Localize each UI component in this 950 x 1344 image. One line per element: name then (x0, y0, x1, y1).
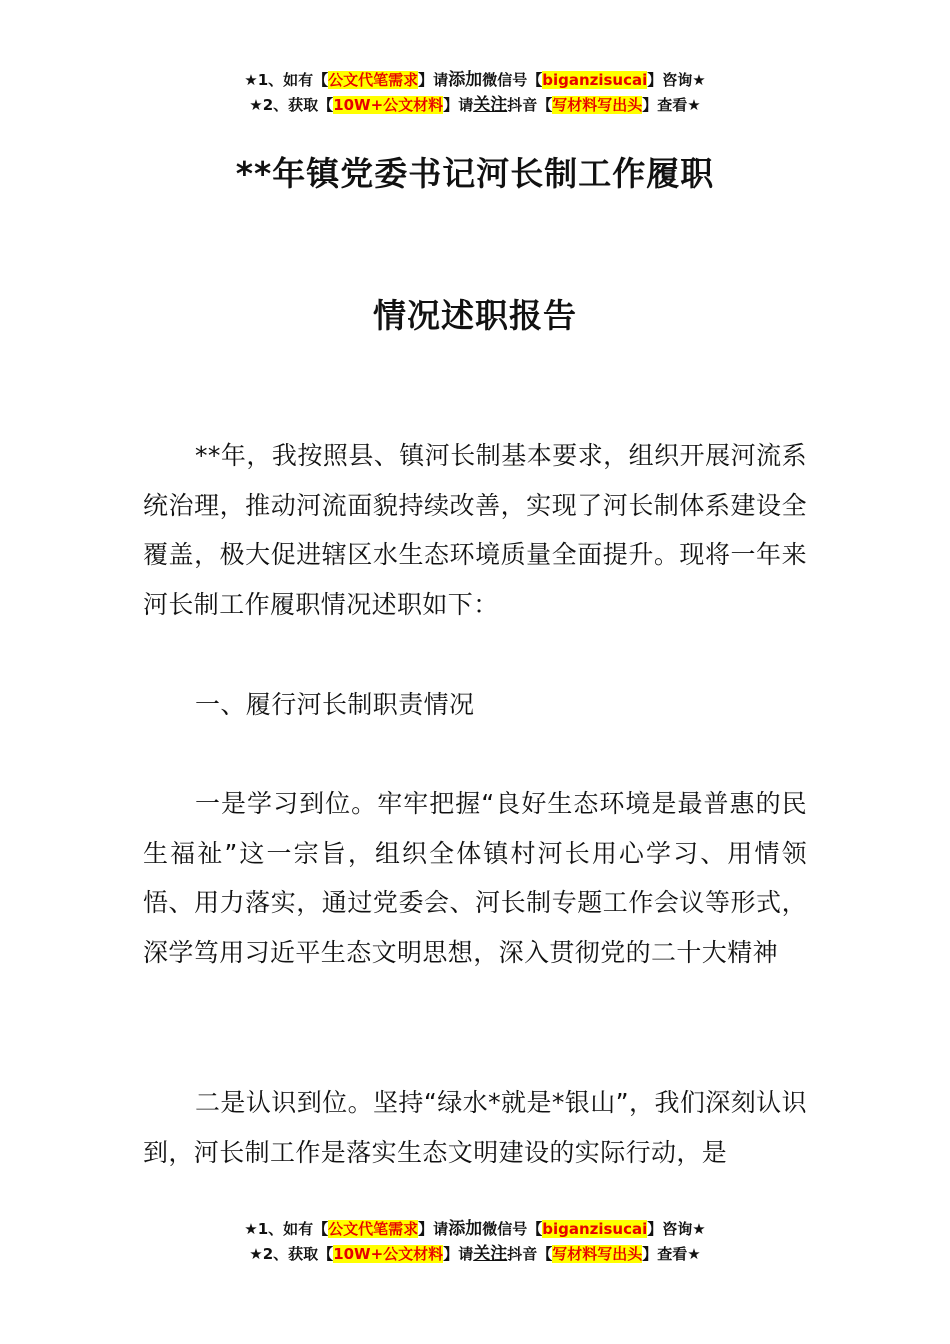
ad-highlight-wechat-id: biganzisucai (542, 1220, 648, 1238)
document-title-line-2: 情况述职报告 (373, 296, 577, 335)
intro-paragraph: **年，我按照县、镇河长制基本要求，组织开展河流系统治理，推动河流面貌持续改善，实现了河长制体系建设全覆盖，极大促进辖区水生态环境质量全面提升。现将一年来河长制工作履职情况述职如下： (143, 441, 807, 619)
ad-emphasis: 关注 (473, 1244, 508, 1264)
ad-text: 】咨询★ (647, 71, 706, 89)
footer-ad-line-1 (0, 1218, 950, 1240)
ad-text: 】查看★ (642, 96, 701, 114)
header-ad-line-1 (0, 69, 950, 91)
ad-text: 微信号【 (482, 1220, 543, 1238)
section-heading: 一、履行河长制职责情况 (195, 690, 475, 719)
ad-text: 】请 (443, 96, 474, 114)
ad-text: 】请 (443, 1245, 474, 1263)
ad-emphasis: 添加 (448, 70, 483, 90)
ad-text: ★2、获取【 (249, 1245, 334, 1263)
ad-emphasis: 关注 (473, 95, 508, 115)
document-title-line-1: **年镇党委书记河长制工作履职 (235, 154, 715, 193)
point-2-paragraph: 二是认识到位。坚持“绿水*就是*银山”，我们深刻认识到，河长制工作是落实生态文明建设的实际行动，是 (143, 1088, 807, 1167)
ad-text: 】请 (418, 71, 449, 89)
ad-highlight: 公文代笔需求 (328, 1220, 419, 1238)
ad-highlight: 公文代笔需求 (328, 71, 419, 89)
ad-text: 抖音【 (507, 1245, 553, 1263)
ad-highlight: 10W+公文材料 (333, 96, 444, 114)
ad-text: 】查看★ (642, 1245, 701, 1263)
ad-text: 】请 (418, 1220, 449, 1238)
ad-highlight-douyin-id: 写材料写出头 (552, 96, 643, 114)
ad-highlight-douyin-id: 写材料写出头 (552, 1245, 643, 1263)
ad-text: 抖音【 (507, 96, 553, 114)
ad-emphasis: 添加 (448, 1219, 483, 1239)
ad-text: ★2、获取【 (249, 96, 334, 114)
header-ad-line-2 (0, 94, 950, 116)
ad-highlight: 10W+公文材料 (333, 1245, 444, 1263)
point-1-paragraph: 一是学习到位。牢牢把握“良好生态环境是最普惠的民生福祉”这一宗旨，组织全体镇村河长用心学习、用情领悟、用力落实，通过党委会、河长制专题工作会议等形式，深学笃用习近平生态文明思想，深入贯彻党的二十大精神 (143, 789, 807, 967)
ad-text: 】咨询★ (647, 1220, 706, 1238)
ad-text: ★1、如有【 (244, 71, 329, 89)
ad-highlight-wechat-id: biganzisucai (542, 71, 648, 89)
ad-text: ★1、如有【 (244, 1220, 329, 1238)
footer-ad-line-2 (0, 1243, 950, 1265)
ad-text: 微信号【 (482, 71, 543, 89)
